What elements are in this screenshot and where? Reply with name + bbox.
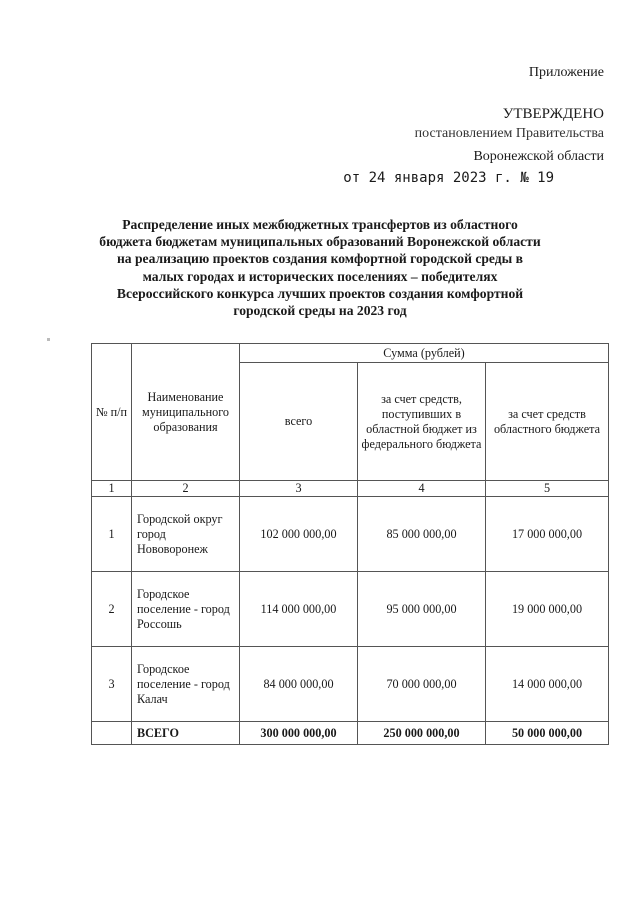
row-federal: 95 000 000,00 [358, 572, 486, 647]
title-line: малых городах и исторических поселениях – победителях [142, 268, 498, 284]
region-line: Воронежской области [473, 149, 604, 164]
date-number-line: от 24 января 2023 г. № 19 [343, 170, 554, 186]
totals-total: 300 000 000,00 [240, 722, 358, 745]
column-number-row [92, 481, 609, 497]
header-regional: за счет средств областного бюджета [486, 363, 609, 481]
header-num: № п/п [92, 344, 132, 481]
resolution-line: постановлением Правительства [414, 126, 604, 141]
title-line: Распределение иных межбюджетных трансфертов из областного [122, 217, 518, 232]
title-line: бюджета бюджетам муниципальных образований Воронежской области [99, 234, 541, 250]
margin-dot [47, 338, 50, 341]
header-sum: Сумма (рублей) [240, 344, 609, 363]
title-line: Всероссийского конкурса лучших проектов создания комфортной [116, 285, 524, 301]
column-number: 2 [132, 481, 240, 497]
table-row [92, 647, 609, 722]
row-regional: 17 000 000,00 [486, 497, 609, 572]
approved-label: УТВЕРЖДЕНО [502, 106, 604, 122]
title-line: городской среды на 2023 год [233, 303, 407, 319]
row-federal: 85 000 000,00 [358, 497, 486, 572]
table-row [92, 497, 609, 572]
row-name: Городской округ город Нововоронеж [132, 497, 240, 572]
totals-label: ВСЕГО [132, 722, 240, 745]
table-row [92, 572, 609, 647]
appendix-label: Приложение [528, 65, 604, 80]
row-name: Городское поселение - город Россошь [132, 572, 240, 647]
header-name: Наименование муниципального образования [132, 344, 240, 481]
column-number: 1 [92, 481, 132, 497]
distribution-table [91, 343, 609, 745]
row-total: 102 000 000,00 [240, 497, 358, 572]
document-title [80, 216, 560, 319]
totals-federal: 250 000 000,00 [358, 722, 486, 745]
header-total: всего [240, 363, 358, 481]
totals-num [92, 722, 132, 745]
column-number: 4 [358, 481, 486, 497]
row-regional: 14 000 000,00 [486, 647, 609, 722]
row-num: 1 [92, 497, 132, 572]
title-line: на реализацию проектов создания комфортной городской среды в [116, 251, 524, 267]
row-num: 3 [92, 647, 132, 722]
row-num: 2 [92, 572, 132, 647]
row-regional: 19 000 000,00 [486, 572, 609, 647]
column-number: 3 [240, 481, 358, 497]
header-federal: за счет средств, поступивших в областной бюджет из федерального бюджета [358, 363, 486, 481]
row-name: Городское поселение - город Калач [132, 647, 240, 722]
table-header-row [92, 344, 609, 363]
row-total: 114 000 000,00 [240, 572, 358, 647]
totals-regional: 50 000 000,00 [486, 722, 609, 745]
column-number: 5 [486, 481, 609, 497]
totals-row [92, 722, 609, 745]
row-federal: 70 000 000,00 [358, 647, 486, 722]
row-total: 84 000 000,00 [240, 647, 358, 722]
